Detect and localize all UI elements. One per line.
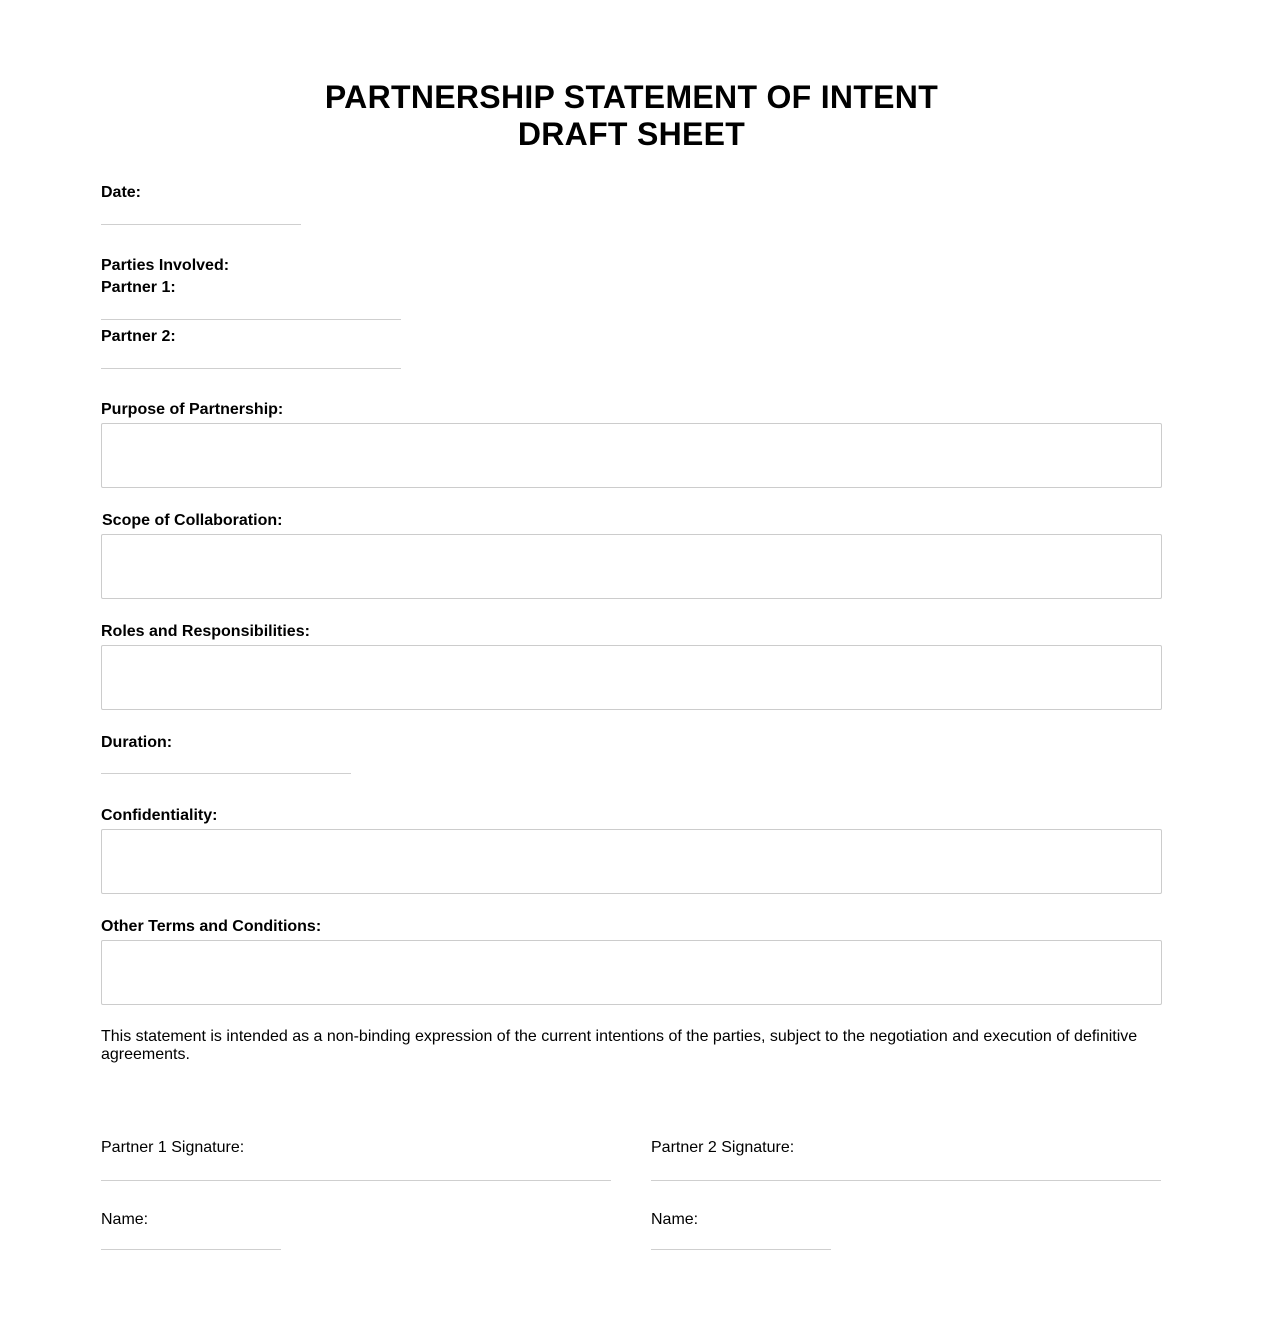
- partner2-name-label: Name:: [651, 1211, 699, 1228]
- partner1-name-line[interactable]: [101, 1249, 281, 1250]
- confidentiality-label: Confidentiality:: [101, 807, 218, 824]
- confidentiality-textarea[interactable]: [101, 829, 1162, 894]
- roles-textarea[interactable]: [101, 645, 1162, 710]
- partner2-signature-line[interactable]: [651, 1180, 1161, 1181]
- disclaimer-text: This statement is intended as a non-binding expression of the current intentions of the parties, subject to the negotiation and execution of definitive agreements.: [101, 1028, 1138, 1063]
- other-terms-label: Other Terms and Conditions:: [101, 918, 322, 935]
- partner1-field[interactable]: [101, 319, 401, 320]
- partner1-signature-line[interactable]: [101, 1180, 611, 1181]
- document-title: PARTNERSHIP STATEMENT OF INTENT: [324, 79, 939, 115]
- scope-label: Scope of Collaboration:: [102, 512, 283, 529]
- parties-involved-label: Parties Involved:: [101, 257, 230, 274]
- purpose-label: Purpose of Partnership:: [101, 401, 284, 418]
- partner2-signature-label: Partner 2 Signature:: [651, 1139, 795, 1156]
- partner1-label: Partner 1:: [101, 279, 176, 296]
- partner2-label: Partner 2:: [101, 328, 176, 345]
- partner1-name-label: Name:: [101, 1211, 149, 1228]
- roles-label: Roles and Responsibilities:: [101, 623, 310, 640]
- date-label: Date:: [101, 184, 142, 201]
- document-subtitle: DRAFT SHEET: [517, 116, 746, 152]
- partner1-signature-label: Partner 1 Signature:: [101, 1139, 245, 1156]
- scope-textarea[interactable]: [101, 534, 1162, 599]
- partner2-field[interactable]: [101, 368, 401, 369]
- duration-field[interactable]: [101, 773, 351, 774]
- purpose-textarea[interactable]: [101, 423, 1162, 488]
- date-field[interactable]: [101, 224, 301, 225]
- duration-label: Duration:: [101, 734, 173, 751]
- other-terms-textarea[interactable]: [101, 940, 1162, 1005]
- partner2-name-line[interactable]: [651, 1249, 831, 1250]
